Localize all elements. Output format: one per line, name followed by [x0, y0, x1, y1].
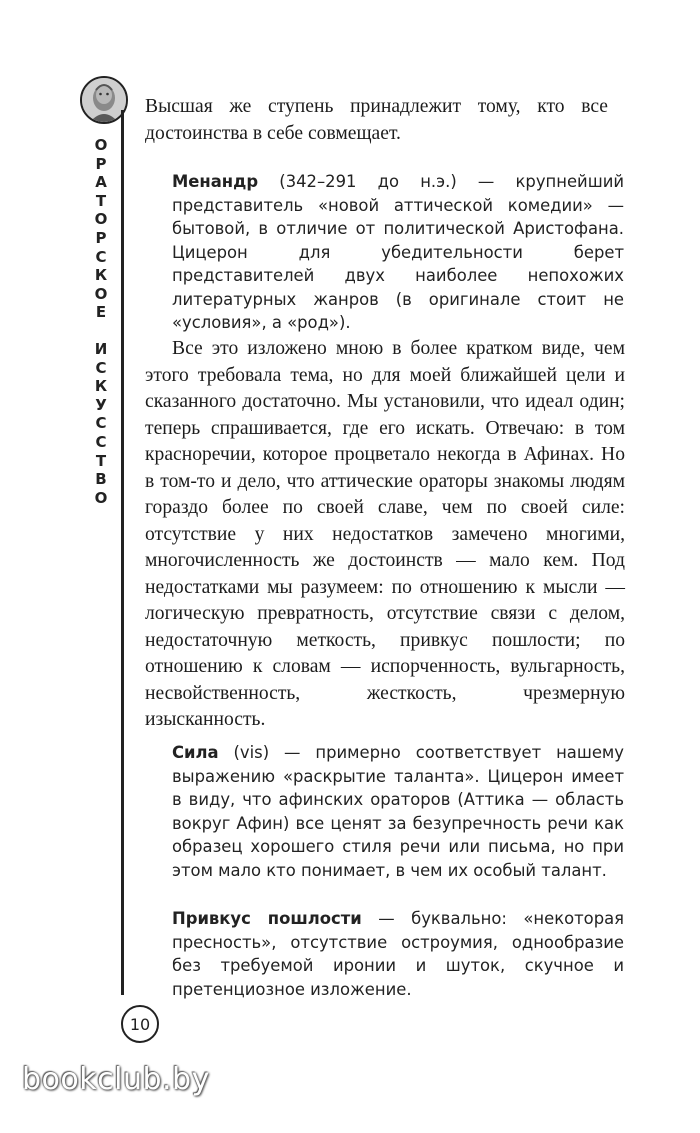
title-letter: Р — [95, 154, 107, 173]
watermark-logo: bookclub.by — [22, 1062, 210, 1097]
title-letter: О — [94, 136, 108, 154]
title-letter: И — [94, 339, 108, 358]
title-letter: Р — [95, 228, 107, 247]
page-number: 10 — [121, 1005, 159, 1043]
title-letter: О — [94, 210, 108, 229]
title-letter: К — [94, 266, 108, 285]
title-letter: С — [95, 247, 107, 266]
vertical-section-title — [88, 136, 114, 507]
title-letter: О — [94, 284, 108, 303]
footnote-term: Привкус пошлости — [172, 909, 362, 928]
title-letter: Т — [95, 451, 107, 470]
title-letter: А — [95, 173, 107, 192]
title-letter: С — [95, 414, 107, 433]
body-paragraph-2: Все это изложено мною в более кратком виде, чем этого требовала тема, но для моей ближайшей цели и сказанного достаточно. Мы установили, что идеал один; теперь спрашивается, где его искать. Отвечаю: в том красноречии, которое процветало некогда в Афинах. Но в том-то и дело, что аттические ораторы знакомы людям гораздо более по своей славе, чем по своей силе: отсутствие у них недостатков замечено многими, многочисленность же достоинств — мало кем. Под недостатками мы разумеем: по отношению к мысли — логическую превратность, отсутствие связи с делом, недостаточную меткость, привкус пошлости; по отношению к словам — испорченность, вульгарность, несвойственность, жесткость, чрезмерную изысканность. — [145, 338, 625, 730]
title-letter: Е — [95, 303, 107, 322]
title-letter: О — [94, 488, 108, 507]
margin-rule — [121, 110, 124, 995]
footnote-term: Сила — [172, 743, 219, 762]
footnote-text: — буквально: «некоторая пресность», отсутствие остроумия, однообразие без требуемой иронии и шуток, скучное и претенциозное изложение. — [172, 909, 625, 999]
body-paragraph-1: Высшая же ступень принадлежит тому, кто все достоинства в себе совмещает. — [145, 96, 608, 144]
footnote-poshlost — [172, 907, 624, 1001]
footnote-text: (vis) — примерно соответствует нашему выражению «раскрытие таланта». Цицерон имеет в виду, что афинских ораторов (Аттика — область вокруг Афин) все ценят за безупречность речи как образец хорошего стиля речи или письма, но при этом мало кто понимает, в чем их особый талант. — [172, 743, 624, 880]
title-letter: Т — [95, 191, 107, 210]
footnote-term: Менандр — [172, 172, 259, 191]
footnote-menander — [172, 170, 624, 335]
title-letter: У — [95, 395, 107, 414]
title-letter: С — [95, 358, 107, 377]
footnote-sila — [172, 741, 624, 882]
title-letter: С — [95, 432, 107, 451]
vertical-title-word-2 — [88, 340, 114, 507]
title-letter: В — [95, 470, 107, 489]
vertical-title-word-1 — [88, 136, 114, 322]
footnote-text: (342–291 до н.э.) — крупнейший представитель «новой аттической комедии» — бытовой, в отличие от политической Аристофана. Цицерон для убедительности берет представителей двух наиболее непохожих литературных жанров (в оригинале стоит не «условия», а «род»). — [172, 172, 624, 332]
title-letter: К — [94, 377, 108, 396]
